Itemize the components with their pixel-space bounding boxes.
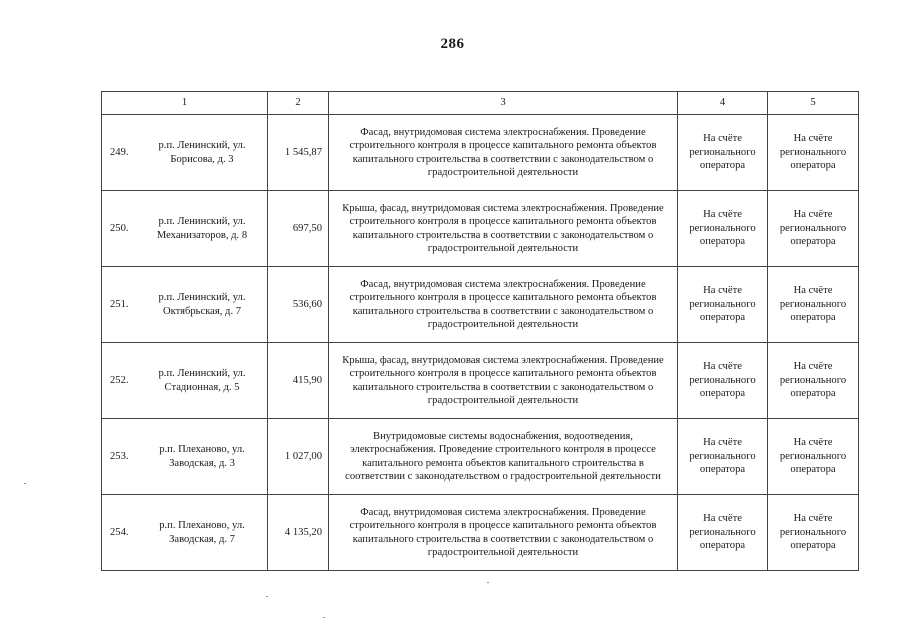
column-4-cell: На счёте регионального оператора <box>678 343 768 419</box>
header-row <box>102 92 859 115</box>
works-cell: Крыша, фасад, внутридомовая система электроснабжения. Проведение строительного контроля в процессе капитального ремонта объектов капитального строительства в соответствии с законодательством о градостроительной деятельности <box>329 343 678 419</box>
address-text: р.п. Плеханово, ул. Заводская, д. 7 <box>159 520 245 545</box>
table-row <box>102 191 859 267</box>
column-4-cell: На счёте регионального оператора <box>678 115 768 191</box>
table-row <box>102 343 859 419</box>
column-5-cell: На счёте регионального оператора <box>768 419 859 495</box>
works-cell: Фасад, внутридомовая система электроснабжения. Проведение строительного контроля в процессе капитального ремонта объектов капитального строительства в соответствии с законодательством о градостроительной деятельности <box>329 115 678 191</box>
table-row <box>102 495 859 571</box>
column-5-cell: На счёте регионального оператора <box>768 343 859 419</box>
address-cell <box>102 267 268 343</box>
row-number: 250. <box>110 222 129 234</box>
capital-repair-table <box>101 91 859 571</box>
address-text: р.п. Ленинский, ул. Октябрьская, д. 7 <box>158 292 246 317</box>
column-5-cell: На счёте регионального оператора <box>768 115 859 191</box>
row-number: 249. <box>110 146 129 158</box>
table-row <box>102 267 859 343</box>
address-cell <box>102 343 268 419</box>
works-cell: Крыша, фасад, внутридомовая система электроснабжения. Проведение строительного контроля в процессе капитального ремонта объектов капитального строительства в соответствии с законодательством о градостроительной деятельности <box>329 191 678 267</box>
header-cell-2: 2 <box>268 92 329 115</box>
address-cell <box>102 419 268 495</box>
row-number: 252. <box>110 374 129 386</box>
row-number: 251. <box>110 298 129 310</box>
scan-speck <box>24 483 26 484</box>
works-cell: Фасад, внутридомовая система электроснабжения. Проведение строительного контроля в процессе капитального ремонта объектов капитального строительства в соответствии с законодательством о градостроительной деятельности <box>329 495 678 571</box>
page-number: 286 <box>440 36 465 52</box>
column-4-cell: На счёте регионального оператора <box>678 495 768 571</box>
column-4-cell: На счёте регионального оператора <box>678 419 768 495</box>
scan-speck <box>487 582 489 583</box>
address-text: р.п. Ленинский, ул. Стадионная, д. 5 <box>158 368 246 393</box>
scan-speck <box>266 596 268 597</box>
header-cell-5: 5 <box>768 92 859 115</box>
table-row <box>102 419 859 495</box>
row-number: 254. <box>110 526 129 538</box>
area-cell: 536,60 <box>268 267 329 343</box>
header-cell-3: 3 <box>329 92 678 115</box>
area-cell: 4 135,20 <box>268 495 329 571</box>
header-cell-4: 4 <box>678 92 768 115</box>
scan-speck <box>323 617 325 618</box>
area-cell: 1 545,87 <box>268 115 329 191</box>
area-cell: 1 027,00 <box>268 419 329 495</box>
address-cell <box>102 115 268 191</box>
column-4-cell: На счёте регионального оператора <box>678 191 768 267</box>
address-text: р.п. Ленинский, ул. Механизаторов, д. 8 <box>156 216 248 241</box>
row-number: 253. <box>110 450 129 462</box>
address-text: р.п. Ленинский, ул. Борисова, д. 3 <box>158 140 246 165</box>
column-5-cell: На счёте регионального оператора <box>768 495 859 571</box>
header-cell-1: 1 <box>102 92 268 115</box>
table-row <box>102 115 859 191</box>
area-cell: 697,50 <box>268 191 329 267</box>
column-5-cell: На счёте регионального оператора <box>768 267 859 343</box>
works-cell: Внутридомовые системы водоснабжения, водоотведения, электроснабжения. Проведение строительного контроля в процессе капитального ремонта объектов капитального строительства в соответствии с законодательством о градостроительной деятельности <box>329 419 678 495</box>
column-5-cell: На счёте регионального оператора <box>768 191 859 267</box>
address-cell <box>102 495 268 571</box>
address-text: р.п. Плеханово, ул. Заводская, д. 3 <box>159 444 245 469</box>
works-cell: Фасад, внутридомовая система электроснабжения. Проведение строительного контроля в процессе капитального ремонта объектов капитального строительства в соответствии с законодательством о градостроительной деятельности <box>329 267 678 343</box>
column-4-cell: На счёте регионального оператора <box>678 267 768 343</box>
address-cell <box>102 191 268 267</box>
area-cell: 415,90 <box>268 343 329 419</box>
